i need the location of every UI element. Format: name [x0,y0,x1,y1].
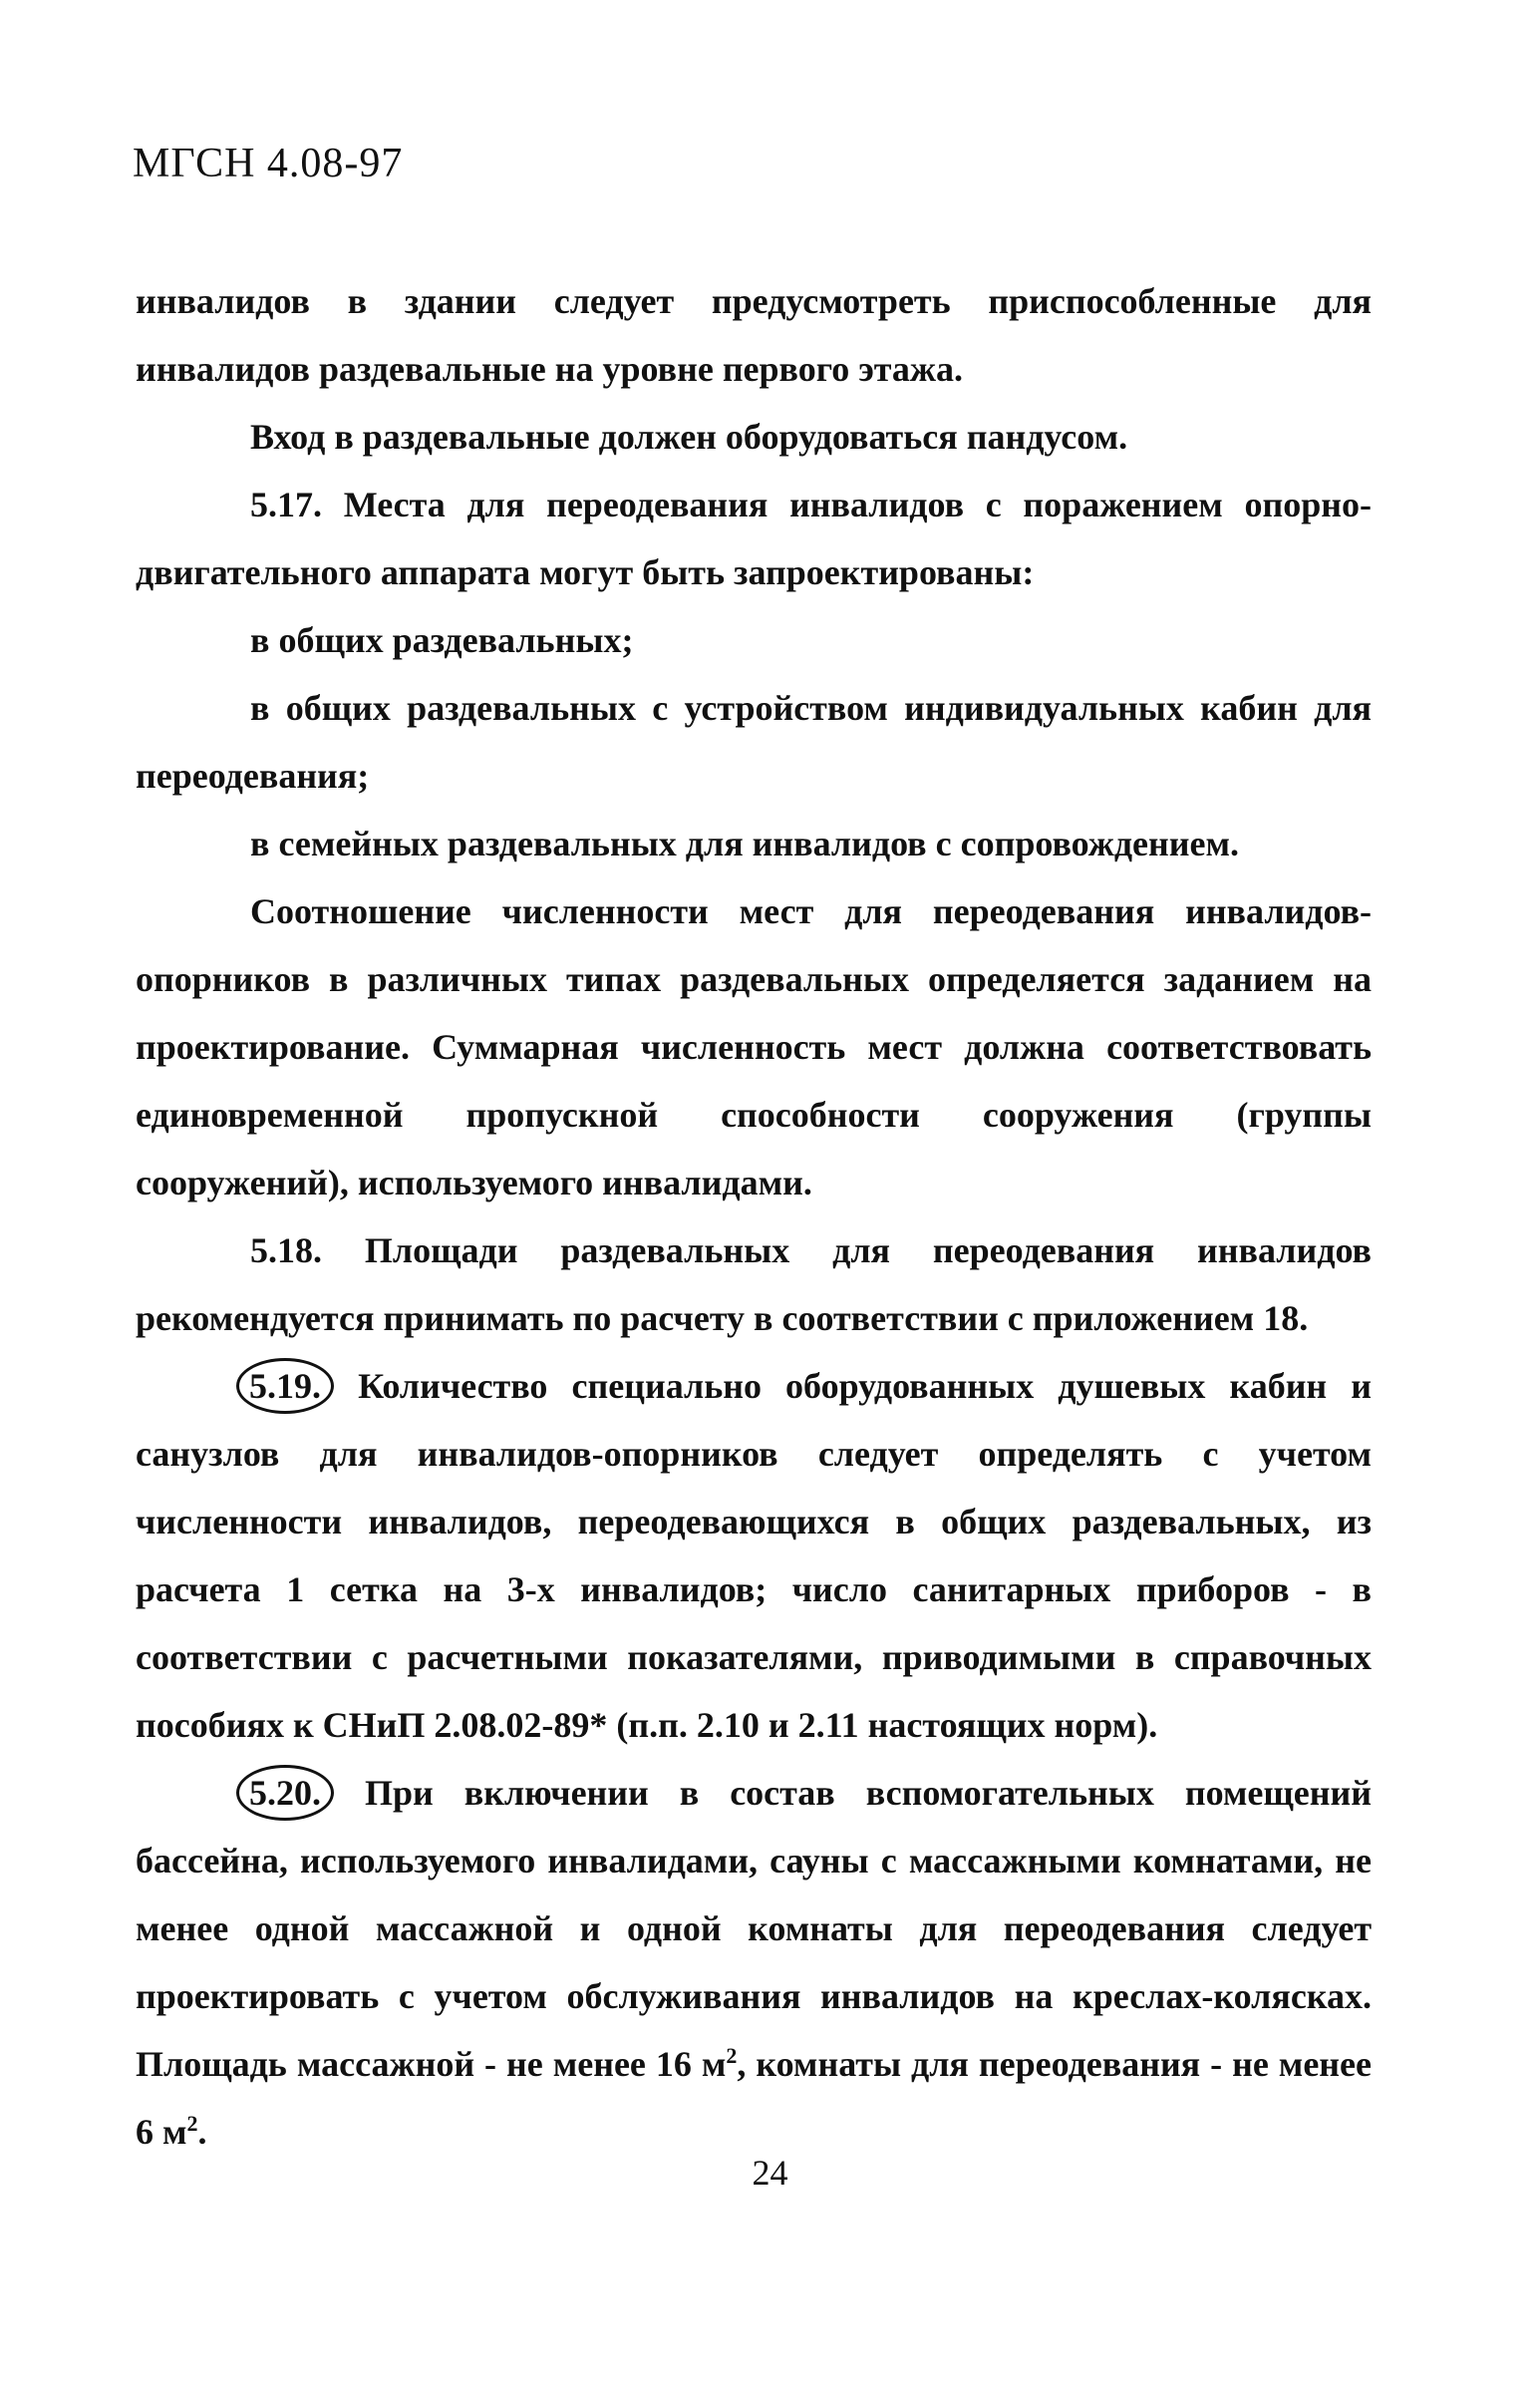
clause-number-5-19-circled: 5.19. [236,1358,334,1414]
paragraph-5-17 [136,471,1372,606]
clause-text-5-20-end: . [197,2112,207,2152]
clause-text-5-20-mid: , комнаты для переодевания - не менее 6 м [136,2044,1372,2152]
paragraph-entrance-ramp: Вход в раздевальные должен оборудоваться пандусом. [250,417,1128,457]
page-number: 24 [752,2153,788,2193]
superscript-square: 2 [726,2043,738,2068]
document-body [136,267,1372,2166]
paragraph-ratio-of-places: Соотношение численности мест для переодевания инвалидов-опорников в различных типах раздевальных определяется заданием на проектирование. Суммарная численность мест должна соответствовать единовременной пропускной способности сооружения (группы сооружений), используемого инвалидами. [136,891,1372,1202]
paragraph-continuation: инвалидов в здании следует предусмотреть приспособленные для инвалидов раздевальные на уровне первого этажа. [136,281,1372,389]
clause-text-5-20: При включении в состав вспомогательных помещений бассейна, используемого инвалидами, сауны с массажными комнатами, не менее одной массажной и одной комнаты для переодевания следует проектировать с учетом обслуживания инвалидов на креслах-колясках. Площадь массажной - не менее 16 м [136,1773,1372,2084]
paragraph-5-20 [136,1759,1372,2166]
list-item-general-changing-rooms: в общих раздевальных; [250,620,634,660]
clause-number-5-20-circled: 5.20. [236,1765,334,1821]
paragraph-5-18 [136,1216,1372,1352]
paragraph-5-19 [136,1352,1372,1759]
superscript-square: 2 [186,2111,198,2136]
document-code-header: МГСН 4.08-97 [133,141,404,186]
list-item-individual-cabins: в общих раздевальных с устройством индивидуальных кабин для переодевания; [136,688,1372,796]
clause-number-5-17: 5.17. [250,485,322,524]
clause-text-5-19: Количество специально оборудованных душевых кабин и санузлов для инвалидов-опорников следует определять с учетом численности инвалидов, переодевающихся в общих раздевальных, из расчета 1 сетка на 3-х инвалидов; число санитарных приборов - в соответствии с расчетными показателями, приводимыми в справочных пособиях к СНиП 2.08.02-89* (п.п. 2.10 и 2.11 настоящих норм). [136,1366,1372,1745]
clause-text-5-18: Площади раздевальных для переодевания инвалидов рекомендуется принимать по расчету в соответствии с приложением 18. [136,1230,1372,1338]
clause-number-5-18: 5.18. [250,1230,322,1270]
list-item-family-changing-rooms: в семейных раздевальных для инвалидов с сопровождением. [250,824,1240,863]
clause-text-5-17: Места для переодевания инвалидов с поражением опорно-двигательного аппарата могут быть запроектированы: [136,485,1372,592]
